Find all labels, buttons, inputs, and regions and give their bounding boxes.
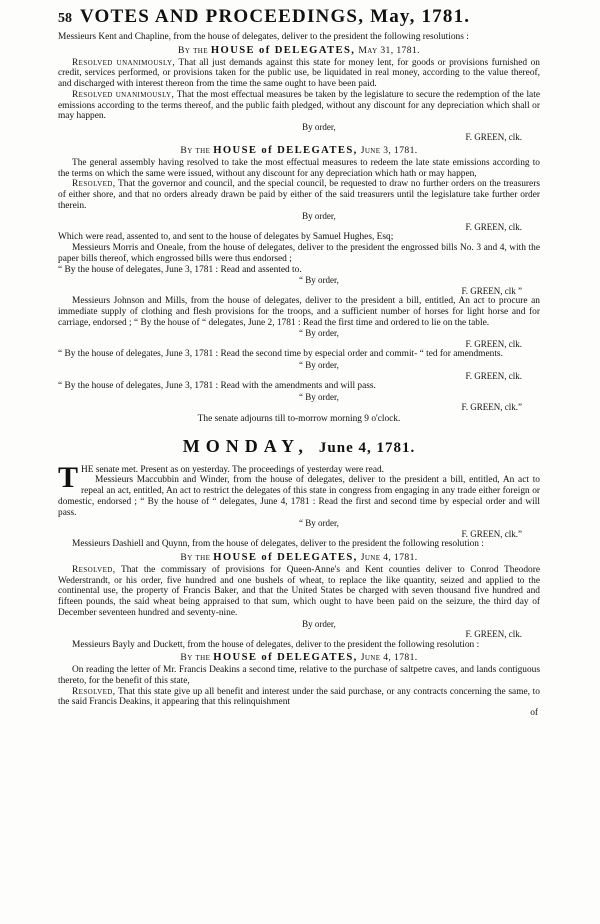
paragraph-text: Messieurs Dashiell and Quynn, from the house of delegates, deliver to the president the following resolution : (72, 539, 484, 550)
paragraph-text: That this state give up all benefit and interest under the said purchase, or any contracts concerning the same, to the said Francis Deakins, it appearing that this relinquishment (58, 686, 540, 708)
clerk-signature: F. GREEN, clk. (465, 221, 522, 232)
paragraph-text: That the commissary of provisions for Queen-Anne's and Kent counties deliver to Conrod Theodore Wederstrandt, or his order, five hundred and one bushels of wheat, to replace the like quantity, seized and applied to the continental use, the property of Francis Baker, and that the United States be charged with seven thousand five hundred and fifteen pounds, the said wheat being appraised to that sum, which ought to have been paid on the seizure, the third day of December seventeen hundred and seventy-nine. (58, 564, 540, 618)
session-header-date: June 3, 1781. (360, 144, 418, 156)
clerk-signature: F. GREEN, clk. (465, 629, 522, 639)
session-header-date: June 4, 1781. (360, 551, 418, 563)
paragraph (58, 58, 540, 90)
session-header (58, 44, 540, 58)
session-header-house: HOUSE of DELEGATES, (213, 652, 358, 664)
clerk-signature: F. GREEN, clk ” (461, 285, 522, 296)
paragraph-text: Messieurs Kent and Chapline, from the house of delegates, deliver to the president the following resolutions : (58, 32, 469, 42)
paragraph (58, 90, 540, 122)
paragraph-text: “ By the house of delegates, June 3, 1781 : Read and assented to. (58, 264, 302, 275)
catchword: of (530, 708, 538, 719)
paragraph-text: That the governor and council, and the special council, be requested to draw no further orders on the treasurers of either shore, and that no orders already drawn be paid by either of the said treasurers until the legislature take further order therein. (58, 179, 540, 211)
document-page (58, 6, 540, 718)
session-header (58, 144, 540, 158)
day-date: June 4, 1781. (318, 439, 416, 456)
session-header-house: HOUSE of DELEGATES, (213, 551, 358, 563)
paragraph-text: On reading the letter of Mr. Francis Deakins a second time, relative to the purchase of saltpetre caves, and lands contiguous thereto, for the benefit of this state, (58, 665, 540, 686)
paragraph-text: Messieurs Bayly and Duckett, from the house of delegates, deliver to the president the following resolution : (72, 639, 480, 650)
paragraph-text: Which were read, assented to, and sent to the house of delegates by Samuel Hughes, Esq; (58, 232, 394, 243)
paragraph (58, 475, 540, 518)
resolution-lead: Resolved, (72, 564, 116, 575)
clerk-signature: F. GREEN, clk.” (461, 402, 522, 413)
drop-cap: T (58, 460, 79, 494)
paragraph-text: Messieurs Morris and Oneale, from the house of delegates, deliver to the president the engrossed bills No. 3 and 4, with the paper bills thereof, which engrossed bills were thus endorsed ; (58, 243, 540, 264)
page-number: 58 (58, 11, 72, 26)
by-order: By order, (302, 211, 336, 222)
session-header-house: HOUSE of DELEGATES, (210, 44, 356, 56)
session-header-date: May 31, 1781. (358, 44, 420, 56)
session-header-by: By the (178, 44, 208, 56)
by-order: “ By order, (299, 360, 339, 371)
paragraph-text: The general assembly having resolved to take the most effectual measures to redeem the late state emissions according to the terms on which the same were issued, without any discount for any depreciation which hath or may happen, (58, 157, 540, 179)
clerk-signature: F. GREEN, clk. (465, 132, 522, 143)
adjournment-line: The senate adjourns till to-morrow morning 9 o'clock. (197, 413, 401, 424)
paragraph (58, 232, 540, 243)
paragraph (58, 381, 540, 392)
day-name: MONDAY, (182, 435, 309, 456)
paragraph (58, 243, 540, 264)
by-order: “ By order, (299, 518, 339, 529)
paragraph-text: Messieurs Maccubbin and Winder, from the house of delegates, deliver to the president a bill, entitled, An act to repeal an act, entitled, An act to restrict the delegates of this state in congress from engaging in any trade either foreign or domestic, endorsed ; “ By the house of “ delegates, June 4, 1781 : Read the first and second time by especial order and will pass. (58, 475, 540, 518)
resolution-lead: Resolved, (72, 179, 116, 190)
running-head (58, 6, 540, 32)
paragraph (58, 158, 540, 179)
paragraph (58, 32, 540, 43)
session-header-by: By the (180, 652, 211, 664)
paragraph-text: HE senate met. Present as on yesterday. The proceedings of yesterday were read. (81, 464, 385, 475)
paragraph (58, 179, 540, 211)
paragraph (58, 640, 540, 651)
by-order: By order, (302, 121, 336, 132)
paragraph-text: That all just demands against this state for money lent, for goods or provisions furnished on credit, services performed, or provisions taken for the public use, be liquidated in real money, according to the value thereof, and discharged with interest thereon from the time the same ought to have been paid. (58, 57, 540, 90)
paragraph (58, 349, 540, 360)
session-header (58, 551, 540, 565)
clerk-signature: F. GREEN, clk. (465, 370, 522, 381)
paragraph (58, 565, 540, 619)
resolution-lead: Resolved, (72, 686, 116, 697)
session-header-date: June 4, 1781. (360, 652, 418, 664)
by-order: “ By order, (299, 391, 339, 402)
paragraph (58, 665, 540, 686)
document-body (58, 32, 540, 718)
clerk-signature: F. GREEN, clk. (465, 338, 522, 349)
session-header-house: HOUSE of DELEGATES, (213, 144, 358, 156)
session-header (58, 651, 540, 665)
paragraph (58, 460, 540, 494)
paragraph (58, 687, 540, 708)
day-heading (58, 435, 540, 459)
paragraph-text: “ By the house of delegates, June 3, 1781 : Read with the amendments and will pass. (58, 381, 376, 392)
clerk-signature: F. GREEN, clk.” (461, 528, 522, 539)
session-header-by: By the (180, 551, 211, 563)
paragraph-text: “ By the house of delegates, June 3, 1781 : Read the second time by especial order and commit- “ ted for amendments. (58, 349, 503, 360)
paragraph-text: Messieurs Johnson and Mills, from the house of delegates, deliver to the president a bill, entitled, An act to procure an immediate supply of clothing and flesh provisions for the troops, and a sufficient number of horses for light horse and for carriage, endorsed ; “ By the house of “ delegates, June 2, 1781 : Read the first time and ordered to lie on the table. (58, 296, 540, 328)
resolution-lead: Resolved unanimously, (72, 89, 175, 100)
running-title: VOTES AND PROCEEDINGS, May, 1781. (80, 6, 471, 27)
by-order: By order, (302, 618, 336, 629)
paragraph-text: That the most effectual measures be taken by the legislature to secure the redemption of the late emissions according to the terms thereof, and the public faith pledged, without any discount for any depreciation which shall or may happen. (58, 89, 540, 122)
by-order: “ By order, (299, 328, 339, 339)
paragraph (58, 265, 540, 276)
by-order: “ By order, (299, 275, 339, 286)
resolution-lead: Resolved unanimously, (72, 57, 176, 68)
paragraph (58, 539, 540, 550)
paragraph (58, 296, 540, 328)
session-header-by: By the (180, 144, 211, 156)
